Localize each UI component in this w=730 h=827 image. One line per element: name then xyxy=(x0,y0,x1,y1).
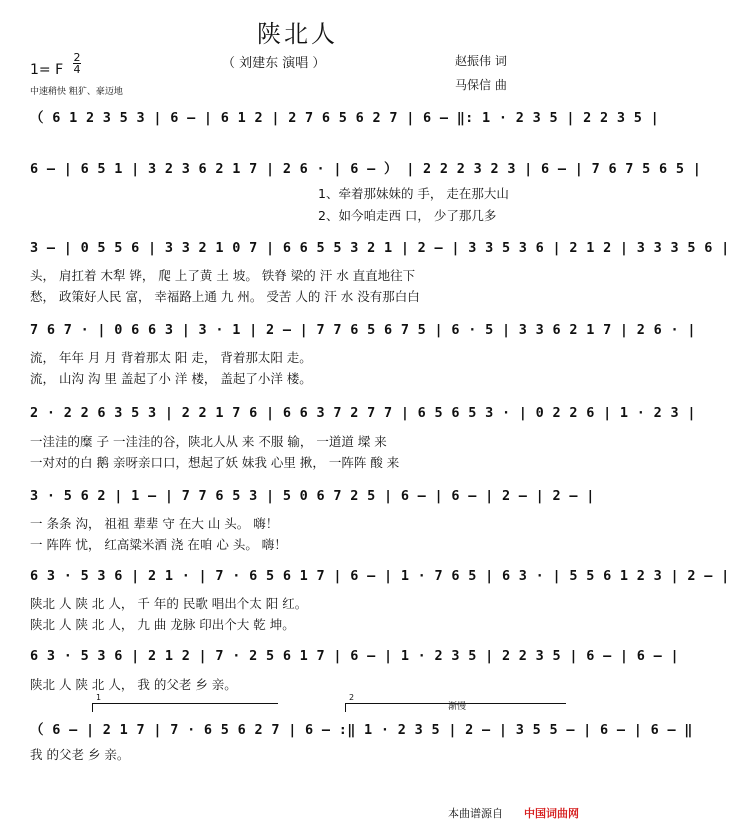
score-notes-line-7: 6 3 · 5 3 6 | 2 1 · | 7 · 6 5 6 1 7 | 6 – | 1 · 7 6 5 | 6 3 · | 5 5 6 1 2 3 | 2 – | xyxy=(30,568,730,584)
score-notes-line-2: 6 – | 6 5 1 | 3 2 3 6 2 1 7 | 2 6 · | 6 – ） | 2 2 2 3 2 3 | 6 – | 7 6 7 5 6 5 | xyxy=(30,161,702,177)
lyric-verse1-line-7: 陕北 人 陕 北 人， 千 年的 民歌 唱出个太 阳 红。 xyxy=(30,596,308,611)
key-signature: 1= F xyxy=(30,62,64,78)
lyric-verse1-line-3: 头， 肩扛着 木犁 铧， 爬 上了黄 土 坡。 铁脊 梁的 汗 水 直直地往下 xyxy=(30,268,416,283)
score-notes-line-9: （ 6 – | 2 1 7 | 7 · 6 5 6 2 7 | 6 – :‖ 1 · 2 3 5 | 2 – | 3 5 5 – | 6 – | 6 – ‖ xyxy=(30,722,693,738)
time-signature xyxy=(73,52,81,75)
lyric-verse2-line-2: 2、如今咱走西 口， 少了那几多 xyxy=(318,208,497,223)
source-label: 本曲谱源自 xyxy=(448,807,503,820)
lyric-verse1-line-8: 陕北 人 陕 北 人， 我 的父老 乡 亲。 xyxy=(30,677,237,692)
page-title: 陕北人 xyxy=(257,20,338,48)
lyric-verse2-line-7: 陕北 人 陕 北 人， 九 曲 龙脉 印出个大 乾 坤。 xyxy=(30,617,295,632)
lyric-verse2-line-3: 愁， 政策好人民 富， 幸福路上通 九 州。 受苦 人的 汗 水 没有那白白 xyxy=(30,289,420,304)
score-notes-line-3: 3 – | 0 5 5 6 | 3 3 2 1 0 7 | 6 6 5 5 3 2 1 | 2 – | 3 3 5 3 6 | 2 1 2 | 3 3 3 5 6 | xyxy=(30,240,730,256)
score-notes-line-8: 6 3 · 5 3 6 | 2 1 2 | 7 · 2 5 6 1 7 | 6 – | 1 · 2 3 5 | 2 2 3 5 | 6 – | 6 – | xyxy=(30,648,679,664)
score-notes-line-1: （ 6 1 2 3 5 3 | 6 – | 6 1 2 | 2 7 6 5 6 2 7 | 6 – ‖: 1 · 2 3 5 | 2 2 3 5 | xyxy=(30,110,660,126)
lyric-verse1-line-5: 一洼洼的糜 子 一洼洼的谷，陕北人从 来 不服 输， 一道道 墚 来 xyxy=(30,434,387,449)
lyric-verse1-line-9: 我 的父老 乡 亲。 xyxy=(30,747,130,762)
tempo-change-marking: 渐慢 xyxy=(448,702,467,712)
score-notes-line-5: 2 · 2 2 6 3 5 3 | 2 2 1 7 6 | 6 6 3 7 2 7 7 | 6 5 6 5 3 · | 0 2 2 6 | 1 · 2 3 | xyxy=(30,405,696,421)
volta-bracket-first xyxy=(92,693,278,712)
tempo-marking: 中速稍快 粗犷、豪迈地 xyxy=(30,87,123,97)
lyric-verse1-line-4: 流， 年年 月 月 背着那太 阳 走， 背着那太阳 走。 xyxy=(30,350,312,365)
lyric-verse2-line-6: 一 阵阵 忧， 红高粱米酒 浇 在咱 心 头。 嗨！ xyxy=(30,537,287,552)
lyric-verse1-line-6: 一 条条 沟， 祖祖 辈辈 守 在大 山 头。 嗨！ xyxy=(30,516,279,531)
lyricist-credit: 赵振伟 词 xyxy=(455,54,507,68)
score-notes-line-4: 7 6 7 · | 0 6 6 3 | 3 · 1 | 2 – | 7 7 6 5 6 7 5 | 6 · 5 | 3 3 6 2 1 7 | 2 6 · | xyxy=(30,322,696,338)
time-signature-top: 2 xyxy=(73,51,81,64)
time-signature-bottom: 4 xyxy=(73,63,81,76)
lyric-verse2-line-5: 一对对的白 鹅 亲呀亲口口，想起了妖 妹我 心里 揪， 一阵阵 酸 来 xyxy=(30,455,400,470)
lyric-verse1-line-2: 1、牵着那妹妹的 手， 走在那大山 xyxy=(318,186,509,201)
lyric-verse2-line-4: 流， 山沟 沟 里 盖起了小 洋 楼， 盖起了小洋 楼。 xyxy=(30,371,312,386)
source-site-link[interactable]: 中国词曲网 xyxy=(524,807,579,820)
volta-number-first: 1 xyxy=(96,693,102,702)
composer-credit: 马保信 曲 xyxy=(455,78,507,92)
score-notes-line-6: 3 · 5 6 2 | 1 – | 7 7 6 5 3 | 5 0 6 7 2 5 | 6 – | 6 – | 2 – | 2 – | xyxy=(30,488,595,504)
volta-number-second: 2 xyxy=(349,693,355,702)
performer-credit: （ 刘建东 演唱 ） xyxy=(222,56,326,71)
